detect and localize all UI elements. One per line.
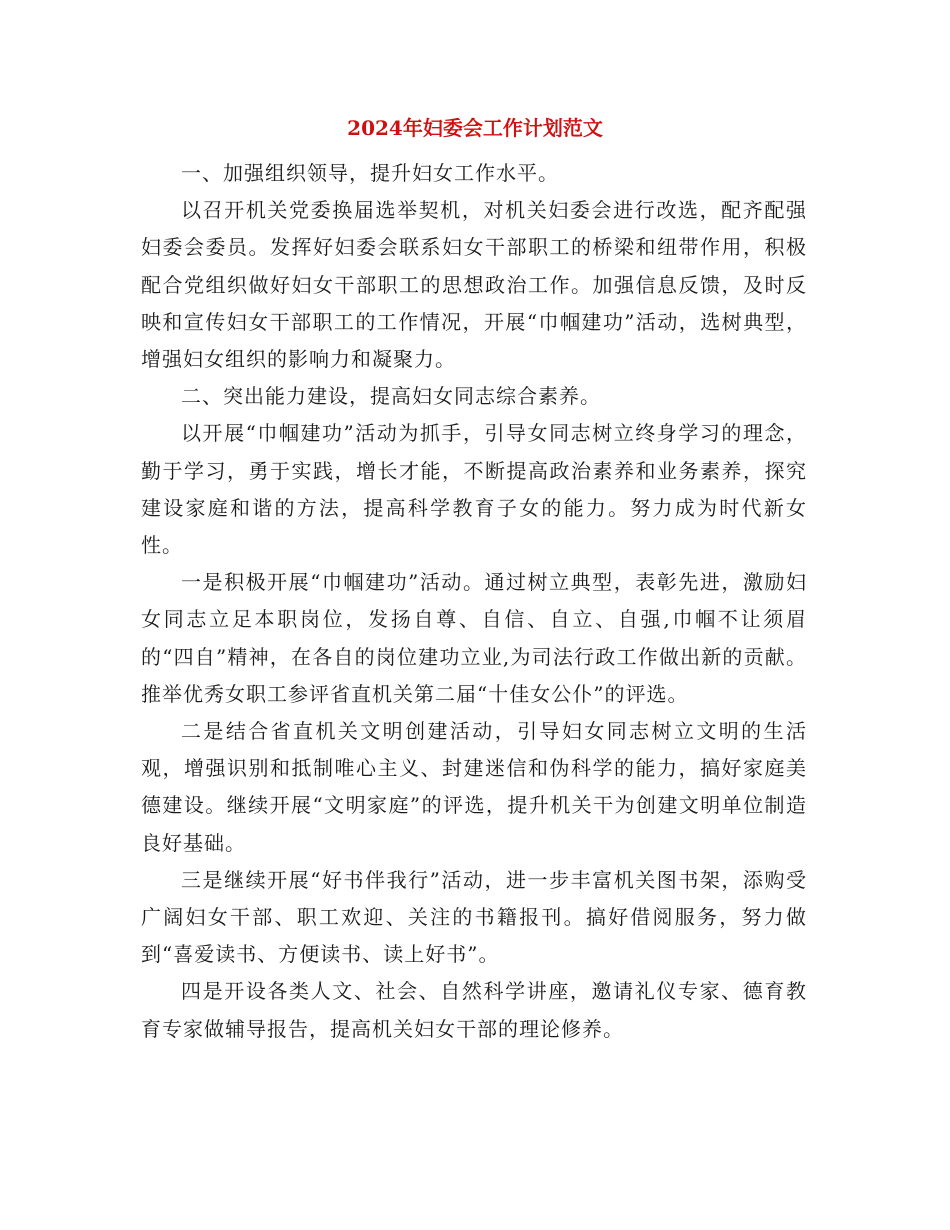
document-body <box>141 155 807 1048</box>
document-title: 2024年妇委会工作计划范文 <box>347 116 603 140</box>
paragraph: 以开展“巾帼建功”活动为抓手，引导女同志树立终身学习的理念，勤于学习，勇于实践，增长才能，不断提高政治素养和业务素养，探究建设家庭和谐的方法，提高科学教育子女的能力。努力成为时代新女性。 <box>141 421 807 558</box>
paragraph: 三是继续开展“好书伴我行”活动，进一步丰富机关图书架，添购受广阔妇女干部、职工欢迎、关注的书籍报刊。搞好借阅服务，努力做到“喜爱读书、方便读书、读上好书”。 <box>141 867 807 967</box>
section-heading-1: 一、加强组织领导，提升妇女工作水平。 <box>181 161 559 185</box>
paragraph: 四是开设各类人文、社会、自然科学讲座，邀请礼仪专家、德育教育专家做辅导报告，提高机关妇女干部的理论修养。 <box>141 979 807 1041</box>
paragraph: 以召开机关党委换届选举契机，对机关妇委会进行改选，配齐配强妇委会委员。发挥好妇委会联系妇女干部职工的桥梁和纽带作用，积极配合党组织做好妇女干部职工的思想政治工作。加强信息反馈，及时反映和宣传妇女干部职工的工作情况，开展“巾帼建功”活动，选树典型，增强妇女组织的影响力和凝聚力。 <box>141 198 807 372</box>
paragraph: 一是积极开展“巾帼建功”活动。通过树立典型，表彰先进，激励妇女同志立足本职岗位，发扬自尊、自信、自立、自强,巾帼不让须眉的“四自”精神，在各自的岗位建功立业,为司法行政工作做出新的贡献。推举优秀女职工参评省直机关第二届“十佳女公仆”的评选。 <box>141 570 807 706</box>
section-heading-2: 二、突出能力建设，提高妇女同志综合素养。 <box>181 384 601 409</box>
paragraph: 二是结合省直机关文明创建活动，引导妇女同志树立文明的生活观，增强识别和抵制唯心主义、封建迷信和伪科学的能力，搞好家庭美德建设。继续开展“文明家庭”的评选，提升机关干为创建文明单位制造良好基础。 <box>141 719 807 855</box>
